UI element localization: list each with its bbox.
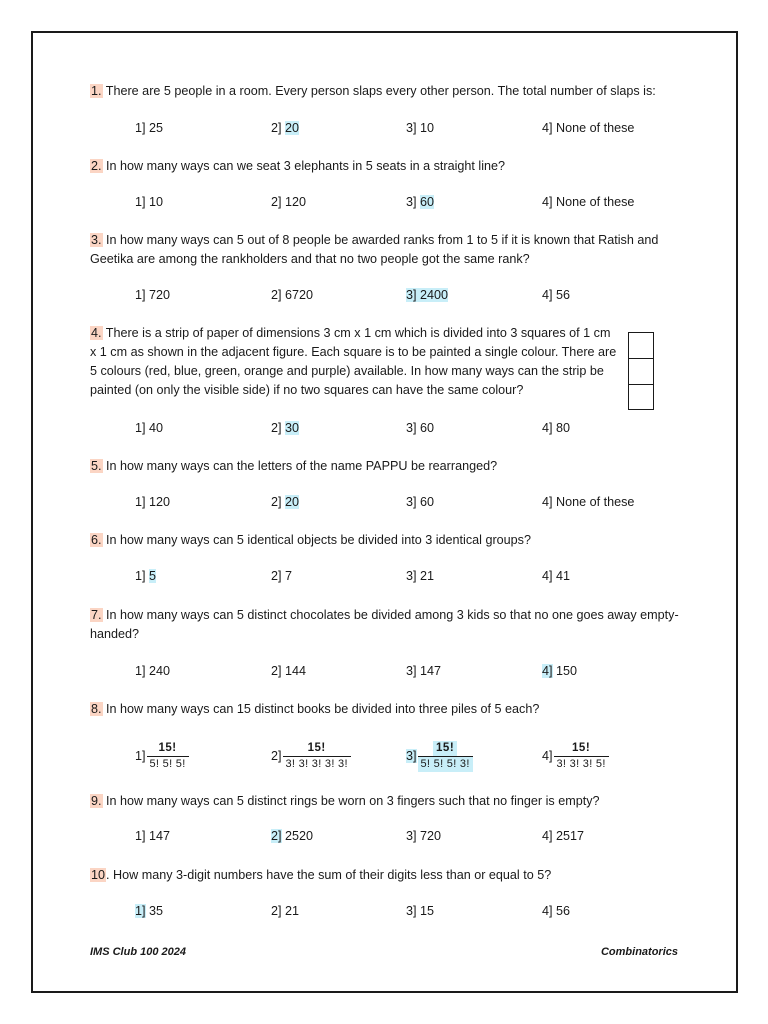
answer-highlight: 1]: [135, 904, 146, 918]
question-number: 4.: [91, 326, 102, 340]
option-2: 2] 7: [271, 569, 293, 583]
option-4: 4] None of these: [542, 195, 635, 209]
answer-highlight: 2]: [271, 829, 282, 843]
option-3: 3] 720: [406, 829, 442, 843]
answer-highlight: 3] 2400: [406, 288, 449, 302]
question-number: 8.: [91, 702, 102, 716]
option-3: 3] 10: [406, 121, 435, 135]
option-4: 4] 56: [542, 288, 571, 302]
question-text: . How many 3-digit numbers have the sum of their digits less than or equal to 5?: [106, 868, 552, 882]
paper-strip-figure: [628, 332, 654, 410]
question-number: 2.: [91, 159, 102, 173]
option-4: 4] 2517: [542, 829, 585, 843]
option-1: 1] 240: [135, 664, 171, 678]
answer-highlight: 3]: [406, 749, 417, 763]
option-1: 1] 35: [135, 904, 164, 918]
question-text: In how many ways can the letters of the name PAPPU be rearranged?: [102, 459, 498, 473]
fraction: $\frac{15!}{3! 3! 3! 5!}$: [554, 741, 609, 772]
question-2: [90, 157, 690, 176]
question-text: In how many ways can we seat 3 elephants in 5 seats in a straight line?: [102, 159, 506, 173]
answer-highlight: 30: [285, 421, 300, 435]
question-text: There is a strip of paper of dimensions 3 cm x 1 cm which is divided into 3 squares of 1 cm x 1 cm as shown in the adjacent figure. Each square is to be painted a single colour. There are 5 colours (red, blue, green, orange and purple) available. In how many ways can the strip be painted (on only the visible side) if no two squares can have the same colour?: [90, 326, 617, 397]
option-1: 1] 5: [135, 569, 157, 583]
option-3: 3] 60: [406, 421, 435, 435]
option-3: 3] 21: [406, 569, 435, 583]
option-2: 2] 21: [271, 904, 300, 918]
option-2: 2] 20: [271, 121, 300, 135]
question-10: [90, 866, 690, 885]
option-4: 4] None of these: [542, 121, 635, 135]
question-text: In how many ways can 5 identical objects be divided into 3 identical groups?: [102, 533, 531, 547]
question-text: In how many ways can 15 distinct books be divided into three piles of 5 each?: [102, 702, 540, 716]
option-1: 1] 40: [135, 421, 164, 435]
strip-square: [629, 385, 653, 411]
fraction: $\frac{15!}{3! 3! 3! 3! 3!}$: [283, 741, 351, 772]
option-4: 4] 56: [542, 904, 571, 918]
option-2: 2] 20: [271, 495, 300, 509]
option-2: 2] 30: [271, 421, 300, 435]
question-number: 5.: [91, 459, 102, 473]
option-1: 1] 25: [135, 121, 164, 135]
question-7: [90, 606, 682, 644]
question-4: [90, 324, 618, 400]
strip-square: [629, 359, 653, 385]
option-2: 2] 6720: [271, 288, 314, 302]
question-8: [90, 700, 690, 719]
option-1: 1] 720: [135, 288, 171, 302]
question-1: [90, 82, 690, 101]
option-4: 4] 41: [542, 569, 571, 583]
option-3: [406, 287, 448, 303]
option-2: 2] 120: [271, 195, 307, 209]
question-text: There are 5 people in a room. Every person slaps every other person. The total number of slaps is:: [102, 84, 656, 98]
answer-highlight: 5: [149, 569, 157, 583]
question-number: 10: [91, 868, 106, 882]
question-text: In how many ways can 5 distinct rings be worn on 3 fingers such that no finger is empty?: [102, 794, 600, 808]
fraction: $\frac{15!}{5! 5! 5!}$: [147, 741, 189, 772]
question-5: [90, 457, 690, 476]
answer-highlight: 20: [285, 121, 300, 135]
option-4: 4] 80: [542, 421, 571, 435]
option-3: 3] 147: [406, 664, 442, 678]
option-3: 3] 60: [406, 495, 435, 509]
question-number: 7.: [91, 608, 102, 622]
footer-right: Combinatorics: [600, 946, 678, 958]
option-3: 3] 60: [406, 195, 435, 209]
option-1: 1] 10: [135, 195, 164, 209]
option-1: 1] $\frac{15!}{5! 5! 5!}$: [135, 737, 189, 775]
question-text: In how many ways can 5 out of 8 people be awarded ranks from 1 to 5 if it is known that Ratish and Geetika are among the rankholders and that no two people got the same rank?: [90, 233, 659, 266]
question-6: [90, 531, 690, 550]
option-4: 4] $\frac{15!}{3! 3! 3! 5!}$: [542, 737, 609, 775]
question-number: 6.: [91, 533, 102, 547]
option-4: 4] 150: [542, 664, 578, 678]
fraction: $\frac{15!}{5! 5! 5! 3!}$: [418, 741, 473, 772]
question-3: [90, 231, 682, 269]
question-text: In how many ways can 5 distinct chocolates be divided among 3 kids so that no one goes away empty-handed?: [90, 608, 679, 641]
option-2: 2] 2520: [271, 829, 314, 843]
answer-highlight: 20: [285, 495, 300, 509]
strip-square: [629, 333, 653, 359]
footer-left: IMS Club 100 2024: [90, 946, 186, 958]
option-2: 2] $\frac{15!}{3! 3! 3! 3! 3!}$: [271, 737, 351, 775]
option-3: 3] 15: [406, 904, 435, 918]
option-1: 1] 147: [135, 829, 171, 843]
question-9: [90, 792, 690, 811]
answer-highlight: 60: [420, 195, 435, 209]
question-number: 3.: [91, 233, 102, 247]
option-2: 2] 144: [271, 664, 307, 678]
answer-highlight: 4]: [542, 664, 553, 678]
option-4: 4] None of these: [542, 495, 635, 509]
option-1: 1] 120: [135, 495, 171, 509]
option-3: [406, 737, 473, 775]
question-number: 1.: [91, 84, 102, 98]
question-number: 9.: [91, 794, 102, 808]
